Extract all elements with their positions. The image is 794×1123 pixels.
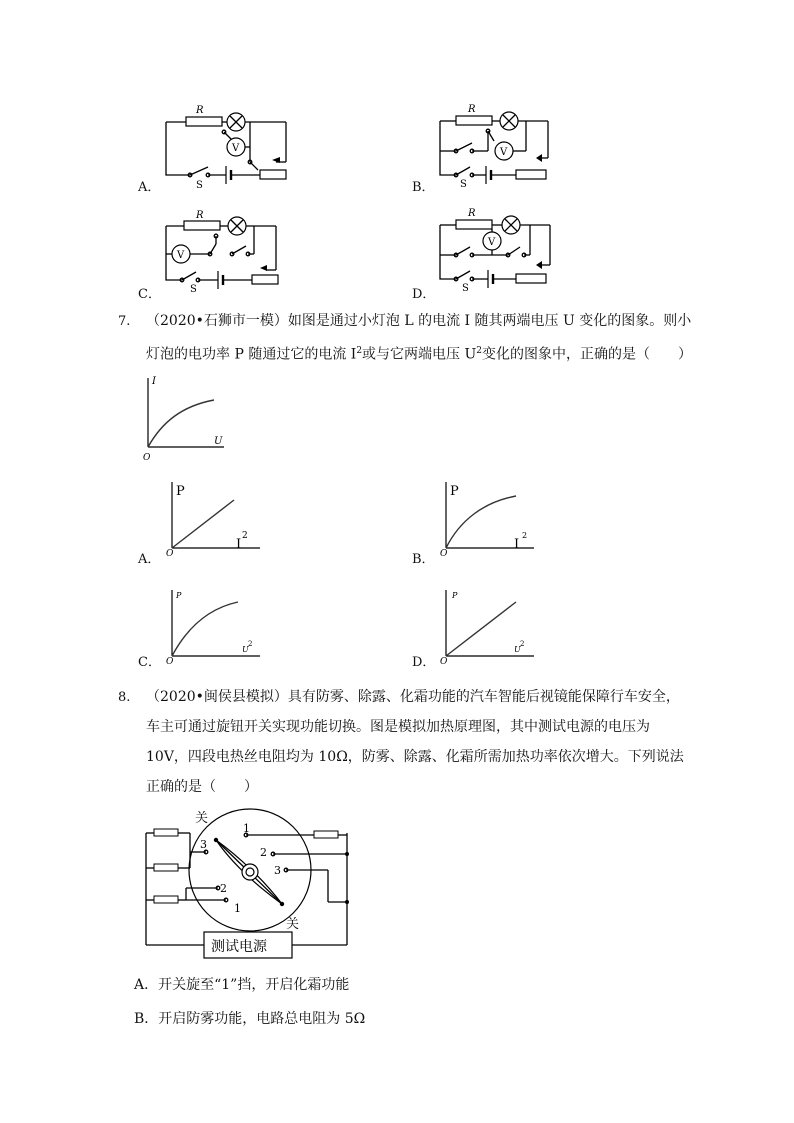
voltmeter-d-label: V [488,237,496,248]
q8-line2: 车主可通过旋钮开关实现功能切换。图是模拟加热原理图，其中测试电源的电压为 [146,719,650,735]
graph-option-a [160,478,270,558]
circuit-c [160,208,300,293]
left-contact-2: 2 [220,882,227,895]
q8-line4: 正确的是（ ） [146,779,258,795]
circuit-b [434,103,574,188]
q6-option-c-label: C． [138,287,161,302]
graph-d-y-label: P [452,591,458,600]
graph-a-y-label: P [176,484,185,499]
left-contact-3: 3 [200,838,207,851]
graph-option-b [434,478,544,558]
off-label-top: 关 [195,811,209,826]
graph-a-x-sup: 2 [242,531,248,541]
resistor-b-label: R [468,104,476,115]
iu-y-label: I [152,376,156,387]
graph-b-x-label: I [514,537,520,552]
q8-line1: （2020•闽侯县模拟）具有防雾、除露、化霜功能的汽车智能后视镜能保障行车安全， [146,689,680,705]
q7-option-a-label: A． [138,552,161,567]
voltmeter-a-label: V [232,143,240,154]
graph-c-y-label: P [176,591,182,600]
off-label-bottom: 关 [286,917,300,932]
switch-c-label: S [190,284,197,295]
graph-d-x-label: U [514,645,521,654]
resistor-a [186,117,222,126]
iu-origin: O [143,453,151,463]
q7-line1: （2020•石狮市一模）如图是通过小灯泡 L 的电流 I 随其两端电压 U 变化的图象。则小 [146,313,692,329]
q7-sup-1: 2 [356,346,363,356]
voltmeter-c-label: V [177,250,185,261]
graph-a-x-label: I [236,537,242,552]
q7-option-c-label: C． [138,655,161,670]
switch-a-label: S [196,180,203,191]
resistor-d-label: R [468,208,476,219]
graph-d-x-sup: 2 [520,640,525,648]
iu-graph [138,370,238,462]
graph-c-origin: O [166,657,174,667]
left-contact-1: 1 [234,902,241,915]
graph-c-x-label: U [242,645,249,654]
q8-option-b: B．开启防雾功能，电路总电阻为 5Ω [134,1011,366,1027]
q7-line2-part-b: 或与它两端电压 U [362,346,477,363]
right-contact-3: 3 [274,864,281,877]
graph-option-d [434,586,544,666]
q8-number: 8. [118,690,131,705]
right-contact-2: 2 [260,846,267,859]
switch-b-label: S [460,179,467,190]
q6-option-a-label: A． [138,180,161,195]
q7-option-d-label: D． [412,655,436,670]
graph-option-c [160,586,270,666]
graph-a-origin: O [166,549,174,559]
circuit-d [434,207,574,292]
q8-line3: 10V，四段电热丝电阻均为 10Ω，防雾、除露、化霜所需加热功率依次增大。下列说法 [146,749,684,765]
graph-c-x-sup: 2 [248,640,253,648]
switch-d-label: S [462,283,469,294]
graph-b-x-sup: 2 [522,531,528,540]
graph-d-origin: O [440,657,448,667]
q7-line2-part-a: 灯泡的电功率 P 随通过它的电流 I [146,346,357,363]
q8-option-a: A．开关旋至“1”挡，开启化霜功能 [134,977,350,993]
resistor-a-label: R [196,105,204,116]
q7-line2-part-c: 变化的图象中，正确的是（ ） [482,346,693,363]
q6-option-b-label: B． [412,180,435,195]
q7-line2 [146,336,692,370]
q7-sup-2: 2 [476,346,483,356]
q6-option-d-label: D． [412,287,436,302]
circuit-a [160,100,300,190]
test-power-source-label: 测试电源 [211,939,267,955]
right-contact-1: 1 [243,822,250,835]
graph-b-y-label: P [450,484,459,499]
q7-option-b-label: B． [412,552,435,567]
voltmeter-b-label: V [500,147,508,158]
heating-circuit-diagram [140,808,360,964]
q7-number: 7. [118,314,131,329]
graph-b-origin: O [440,549,448,559]
resistor-c-label: R [196,210,204,221]
iu-x-label: U [214,436,223,447]
